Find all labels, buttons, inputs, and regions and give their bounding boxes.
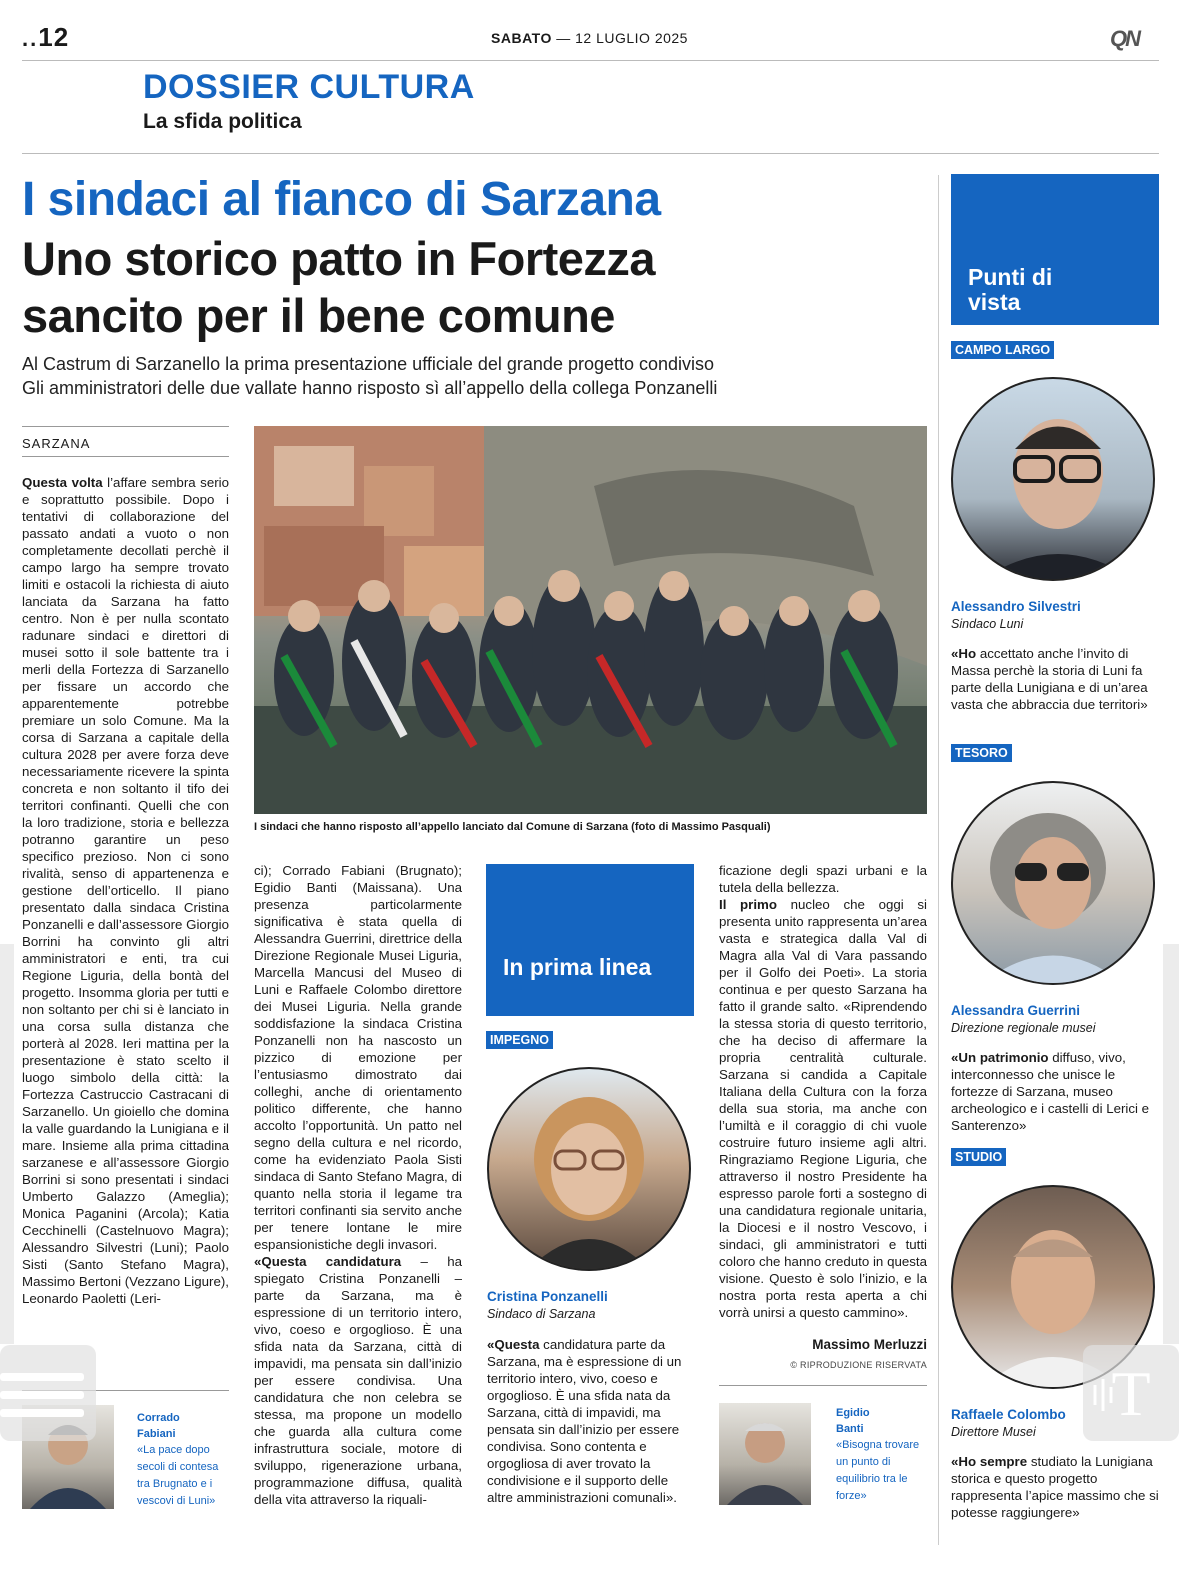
- in-prima-linea-title: In prima linea: [503, 954, 652, 980]
- silvestri-illustration: [953, 379, 1153, 579]
- punti-di-vista-title: Punti di vista: [968, 264, 1053, 315]
- svg-text:T: T: [1111, 1358, 1151, 1429]
- quote-ponzanelli: [487, 1336, 695, 1506]
- group-photo: [254, 426, 927, 814]
- name-ponzanelli: Cristina Ponzanelli: [487, 1289, 608, 1304]
- role-ponzanelli: Sindaco di Sarzana: [487, 1307, 596, 1321]
- column-text: l’affare sembra serio e soprattutto possibile. Dopo i tentativi di collaborazione del passato andati a vuoto o non completamente decollati perchè il campo largo ha sempre trovato limiti e ostacoli la richiesta di aiuto lanciata da Sarzana ha fatto centro. Non è per nulla scontato radunare sindaci e direttori di musei sotto il sole battente tra i merli della Fortezza di Sarzanello per fissare un accordo che apparentemente potrebbe premiare un solo Comune. Ma la corsa di Sarzana a capitale della cultura 2028 per avere forza deve necessariamente ricevere la spinta concreta e non soltanto il tifo dei territori confinanti. Quelli che con la loro tradizione, storia e bellezza potranno garantire un peso specifico prezioso. Non ci sono rivalità, senso di appartenenza e gestione dell’orticello. Il piano presentato dalla sindaca Cristina Ponzanelli e dall’assessore Giorgio Borrini ha convinto gli altri amministratori e enti, tra cui Regione Liguria, della bontà del progetto. Insomma gloria per tutti e non soltanto per chi si è lanciato in una corsa sulla distanza che porterà al 2028. Ieri mattina per la presentazione è stato scelto il luogo simbolo della città: la Fortezza Castruccio Castracani di Sarzanello. Un gioiello che domina la valle guardando la Lunigiana e il mare. Insieme alla prima cittadina sarzanese e all’assessore Giorgio Borrini si sono presentati i sindaci Umberto Galazzo (Ameglia); Monica Paganini (Arcola); Katia Cecchinelli (Castelnuovo Magra); Alessandro Silvestri (Luni); Paolo Sisti (Santo Stefano Magra), Massimo Bertoni (Vezzano Ligure), Leonardo Paoletti (Leri-: [22, 475, 229, 1306]
- dateline-rule-bottom: [22, 456, 229, 457]
- tag-campo-largo: CAMPO LARGO: [951, 341, 1054, 359]
- headline-line-1: Uno storico patto in Fortezza: [22, 232, 656, 285]
- menu-icon: [0, 1345, 96, 1441]
- dateline: SARZANA: [22, 436, 91, 451]
- subhead-line-2: Gli amministratori delle due vallate hanno risposto sì all’appello della collega Ponzanelli: [22, 378, 718, 398]
- in-prima-linea-box: [486, 864, 694, 1016]
- banti-box-rule: [719, 1385, 927, 1386]
- portrait-ponzanelli: [487, 1067, 691, 1271]
- quote-text: candidatura parte da Sarzana, ma è espressione di un territorio intero, vivo, coeso e orgoglioso. È una sfida nata da Sarzana, città di impavidi, ma pensata sin dall’inizio per essere condivisa. Sono contenta e orgogliosa di aver trovato la condivisione e il supporto delle altre amministrazioni comunali».: [487, 1337, 682, 1505]
- author-signature: Massimo Merluzzi: [812, 1337, 927, 1352]
- issue-date: [0, 30, 1179, 46]
- quote-text: accettato anche l’invito di Massa perchè la storia di Luni fa parte della Lunigiana e di un’area vasta che abbraccia due territori»: [951, 646, 1148, 712]
- name-fabiani: Corrado Fabiani: [137, 1412, 180, 1440]
- headline-line-2: sancito per il bene comune: [22, 289, 615, 342]
- section-title: DOSSIER CULTURA: [143, 68, 475, 106]
- lead-words: Questa volta: [22, 475, 103, 490]
- column-divider: [938, 175, 939, 1545]
- quote-banti: «Bisogna trovare un punto di equilibrio tra le forze»: [836, 1439, 920, 1502]
- role-guerrini: Direzione regionale musei: [951, 1021, 1096, 1035]
- quote-text: studiato la Lunigiana storica e questo progetto rappresenta l’apice massimo che si potesse raggiungere»: [951, 1454, 1159, 1520]
- tts-icon: [1083, 1345, 1179, 1441]
- quote-text: diffuso, vivo, interconnesso che unisce le fortezze di Sarzana, museo archeologico e i castelli di Lerici e Santerenzo»: [951, 1050, 1150, 1133]
- rights-notice: © RIPRODUZIONE RISERVATA: [790, 1360, 927, 1370]
- photo-caption: [254, 821, 934, 833]
- qn-logo: QN: [1110, 26, 1139, 51]
- issue-date-value: 12 LUGLIO 2025: [575, 30, 688, 46]
- article-subhead: [22, 352, 717, 400]
- subhead-line-1: Al Castrum di Sarzanello la prima presentazione ufficiale del grande progetto condiviso: [22, 354, 715, 374]
- column-text: – ha spiegato Cristina Ponzanelli – parte da Sarzana, ma è espressione di un territorio intero, vivo, coeso e orgoglioso. È una sfida nata da Sarzana, città di impavidi, ma pensata sin dall’inizio per essere condivisa. Una candidatura che non celebra se stessa, ma propone un modello che guarda alla cultura come infrastruttura sociale, motore di sviluppo, rigenerazione urbana, programmazione diffusa, qualità della vita attraverso la riquali-: [254, 1254, 462, 1507]
- name-colombo: Raffaele Colombo: [951, 1407, 1066, 1422]
- column-text: ficazione degli spazi urbani e la tutela della bellezza.: [719, 863, 927, 895]
- quote-colombo: [951, 1453, 1159, 1521]
- quote-lead: «Ho sempre: [951, 1454, 1028, 1469]
- portrait-guerrini: [951, 781, 1155, 985]
- caption-text: I sindaci che hanno risposto all’appello lanciato dal Comune di Sarzana: [254, 821, 629, 833]
- banti-illustration: [719, 1403, 811, 1505]
- name-silvestri: Alessandro Silvestri: [951, 599, 1081, 614]
- role-silvestri: Sindaco Luni: [951, 617, 1024, 631]
- quote-lead: «Ho: [951, 646, 977, 661]
- tag-studio: STUDIO: [951, 1148, 1006, 1166]
- right-scroll-tab[interactable]: [1163, 944, 1179, 1344]
- issue-day: SABATO: [491, 30, 552, 46]
- quote-guerrini: [951, 1049, 1159, 1134]
- quote-fabiani: «La pace dopo secoli di contesa tra Brugnato e i vescovi di Luni»: [137, 1444, 219, 1507]
- article-column-2: [254, 862, 462, 1508]
- quote-lead: «Un patrimonio: [951, 1050, 1049, 1065]
- left-scroll-tab[interactable]: [0, 944, 14, 1344]
- lead-words: «Questa candidatura: [254, 1254, 402, 1269]
- portrait-silvestri: [951, 377, 1155, 581]
- article-column-3: [719, 862, 927, 1321]
- name-guerrini: Alessandra Guerrini: [951, 1003, 1081, 1018]
- article-headline: [22, 230, 922, 344]
- menu-button[interactable]: [0, 1345, 96, 1441]
- photo-banti: [719, 1403, 811, 1505]
- group-photo-illustration: [254, 426, 927, 814]
- quote-silvestri: [951, 645, 1159, 713]
- tag-impegno: IMPEGNO: [486, 1031, 553, 1049]
- name-banti: Egidio Banti: [836, 1407, 870, 1435]
- page-number-value: 12: [38, 22, 70, 52]
- date-separator: —: [556, 30, 571, 46]
- role-colombo: Direttore Musei: [951, 1425, 1036, 1439]
- guerrini-illustration: [953, 783, 1153, 983]
- header-divider: [22, 60, 1159, 61]
- text-to-speech-button[interactable]: [1083, 1345, 1179, 1441]
- lead-words: Il primo: [719, 897, 777, 912]
- column-text: ci); Corrado Fabiani (Brugnato); Egidio Banti (Maissana). Una presenza particolarmente significativa è stata quella di Alessandra Guerrini, direttrice della Direzione Regionale Musei Liguria, Marcella Mancusi del Museo di Luni e Raffaele Colombo direttore dei Musei Liguria. Nella grande soddisfazione la sindaca Cristina Ponzanelli non ha nascosto un pizzico di emozione per l’entusiasmo dimostrato dai colleghi, anche di orientamento politico differente, che hanno accolto l’opportunità. Un patto nel segno della cultura e nel ricordo, come ha evidenziato Paola Sisti sindaca di Santo Stefano Magra, di quanto nella storia il legame tra territori confinanti sia servito anche per tenere lontane le mire espansionistiche degli invasori.: [254, 863, 462, 1252]
- dateline-rule-top: [22, 426, 229, 427]
- photo-credit: (foto di Massimo Pasquali): [628, 821, 771, 833]
- column-text: nucleo che oggi si presenta unito rappresenta un’area vasta e strategica dalla Val di Magra alla Val di Vara passando per il Golfo dei Poeti». La storia continua e per questo Sarzana ha fatto il grande salto. «Riprendendo la stessa storia di questo territorio, che ha deciso di affermare la propria centralità culturale. Sarzana si candida a Capitale Italiana della Cultura con la forza della sua storia, ma anche con l’umiltà e il coraggio di chi vuole costruire futuro insieme agli altri. Ringraziamo Regione Liguria, che attraverso il nostro Presidente ha espresso parole forti a sostegno di una candidatura regionale unitaria, la Diocesi e il nostro Vescovo, i sindaci, gli amministratori e tutti coloro che hanno creduto in questa visione. Questo è solo l’inizio, e la nostra porta resta aperta a chi vorrà unirsi a questo cammino».: [719, 897, 927, 1320]
- article-kicker: I sindaci al fianco di Sarzana: [22, 173, 661, 226]
- section-divider: [22, 153, 1159, 154]
- tag-tesoro: TESORO: [951, 744, 1012, 762]
- page-dots: ..: [22, 26, 39, 51]
- article-column-1: [22, 474, 229, 1307]
- section-subtitle: La sfida politica: [143, 110, 302, 133]
- portrait-illustration: [489, 1069, 689, 1269]
- quote-lead: «Questa: [487, 1337, 540, 1352]
